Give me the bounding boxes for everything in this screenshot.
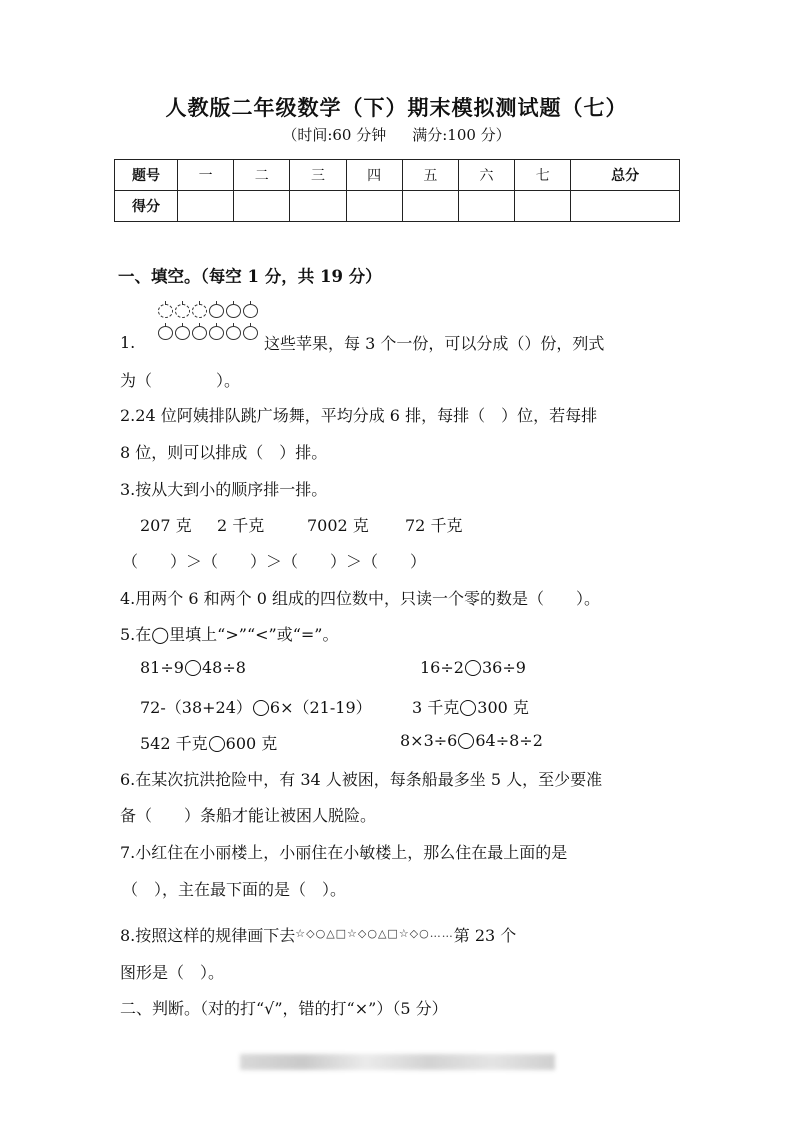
q5-compare-a bbox=[140, 658, 246, 677]
q8-pre: 8.按照这样的规律画下去 bbox=[120, 926, 296, 945]
expr-right: 6×（21-19） bbox=[269, 698, 372, 717]
pattern-shapes: ☆◇○△□☆◇○△□☆◇○…… bbox=[295, 927, 454, 940]
score-input-cell[interactable] bbox=[234, 191, 290, 222]
apple-icon bbox=[243, 326, 258, 340]
score-input-cell[interactable] bbox=[290, 191, 346, 222]
q3-item: 7002 克 bbox=[307, 516, 369, 535]
apple-icon bbox=[209, 326, 224, 340]
q3-line1: 3.按从大到小的顺序排一排。 bbox=[120, 480, 328, 499]
q7-line2: （ ），主在最下面的是（ ）。 bbox=[122, 880, 347, 899]
apple-icon bbox=[175, 304, 190, 318]
score-table-header-row bbox=[115, 160, 680, 191]
q2-line1: 2.24 位阿姨排队跳广场舞，平均分成 6 排，每排（ ）位，若每排 bbox=[120, 406, 598, 425]
q7-line1: 7.小红住在小丽楼上，小丽住在小敏楼上，那么住在最上面的是 bbox=[120, 843, 568, 862]
expr-left: 16÷2 bbox=[420, 658, 464, 677]
apple-icon bbox=[192, 326, 207, 340]
score-input-cell[interactable] bbox=[402, 191, 458, 222]
q1-line2: 为（ ）。 bbox=[120, 371, 241, 390]
compare-circle[interactable] bbox=[185, 660, 201, 676]
score-input-cell[interactable] bbox=[458, 191, 514, 222]
q8-line1 bbox=[120, 923, 516, 946]
compare-circle[interactable] bbox=[458, 733, 474, 749]
compare-circle[interactable] bbox=[209, 736, 225, 752]
expr-left: 81÷9 bbox=[140, 658, 184, 677]
score-input-cell[interactable] bbox=[346, 191, 402, 222]
expr-right: 300 克 bbox=[477, 698, 529, 717]
q1-number: 1. bbox=[120, 333, 136, 352]
q5-head: 5.在◯里填上“>”“<”或“=”。 bbox=[120, 625, 339, 644]
compare-circle[interactable] bbox=[253, 700, 269, 716]
expr-right: 64÷8÷2 bbox=[475, 731, 543, 750]
q3-blanks: （ ）＞（ ）＞（ ）＞（ ） bbox=[122, 552, 427, 571]
section2-heading: 二、判断。（对的打“√”，错的打“×”）（5 分） bbox=[120, 999, 448, 1018]
table-cell: 四 bbox=[346, 160, 402, 191]
table-cell: 六 bbox=[458, 160, 514, 191]
exam-full-score: 满分:100 分） bbox=[412, 126, 511, 144]
apple-row bbox=[158, 303, 260, 321]
apples-illustration bbox=[158, 303, 260, 344]
table-cell: 总分 bbox=[571, 160, 680, 191]
apple-icon bbox=[175, 326, 190, 340]
table-cell: 三 bbox=[290, 160, 346, 191]
q1-text: 这些苹果，每 3 个一份，可以分成（）份，列式 bbox=[264, 334, 605, 353]
score-input-cell[interactable] bbox=[515, 191, 571, 222]
expr-right: 36÷9 bbox=[481, 658, 526, 677]
compare-circle[interactable] bbox=[465, 660, 481, 676]
apple-icon bbox=[192, 304, 207, 318]
table-cell: 一 bbox=[178, 160, 234, 191]
table-cell: 七 bbox=[515, 160, 571, 191]
q5-compare-b bbox=[420, 658, 526, 677]
q2-line2: 8 位，则可以排成（ ）排。 bbox=[120, 443, 328, 462]
exam-info bbox=[0, 124, 793, 145]
q3-item: 72 千克 bbox=[405, 516, 463, 535]
table-cell: 得分 bbox=[115, 191, 178, 222]
section1-heading: 一、填空。（每空 1 分，共 19 分） bbox=[118, 267, 382, 286]
expr-left: 542 千克 bbox=[140, 734, 208, 753]
compare-circle[interactable] bbox=[460, 700, 476, 716]
score-input-cell[interactable] bbox=[178, 191, 234, 222]
q8-post: 第 23 个 bbox=[453, 926, 517, 945]
q5-compare-d bbox=[412, 695, 529, 718]
score-input-cell[interactable] bbox=[571, 191, 680, 222]
q4-text: 4.用两个 6 和两个 0 组成的四位数中，只读一个零的数是（ ）。 bbox=[120, 589, 600, 608]
q3-item: 207 克 bbox=[140, 516, 192, 535]
apple-icon bbox=[158, 326, 173, 340]
table-cell: 五 bbox=[402, 160, 458, 191]
q8-line2: 图形是（ ）。 bbox=[120, 963, 225, 982]
page-title: 人教版二年级数学（下）期末模拟测试题（七） bbox=[165, 95, 628, 120]
score-table-score-row bbox=[115, 191, 680, 222]
apple-icon bbox=[243, 304, 258, 318]
expr-left: 72-（38+24） bbox=[140, 698, 252, 717]
table-cell: 二 bbox=[234, 160, 290, 191]
expr-left: 3 千克 bbox=[412, 698, 460, 717]
apple-icon bbox=[226, 304, 241, 318]
expr-right: 600 克 bbox=[225, 734, 278, 753]
q6-line2: 备（ ）条船才能让被困人脱险。 bbox=[120, 806, 377, 825]
q5-compare-c bbox=[140, 695, 372, 718]
q5-compare-f bbox=[400, 731, 543, 750]
exam-time: （时间:60 分钟 bbox=[282, 126, 387, 144]
apple-icon bbox=[209, 304, 224, 318]
blurred-footer-watermark bbox=[240, 1054, 555, 1070]
apple-icon bbox=[158, 304, 173, 318]
expr-right: 48÷8 bbox=[201, 658, 246, 677]
q3-item: 2 千克 bbox=[217, 516, 265, 535]
expr-left: 8×3÷6 bbox=[400, 731, 458, 750]
table-cell: 题号 bbox=[115, 160, 178, 191]
q6-line1: 6.在某次抗洪抢险中，有 34 人被困，每条船最多坐 5 人，至少要准 bbox=[120, 770, 603, 789]
score-table bbox=[114, 159, 680, 222]
apple-icon bbox=[226, 326, 241, 340]
q5-compare-e bbox=[140, 731, 277, 754]
apple-row bbox=[158, 325, 260, 344]
